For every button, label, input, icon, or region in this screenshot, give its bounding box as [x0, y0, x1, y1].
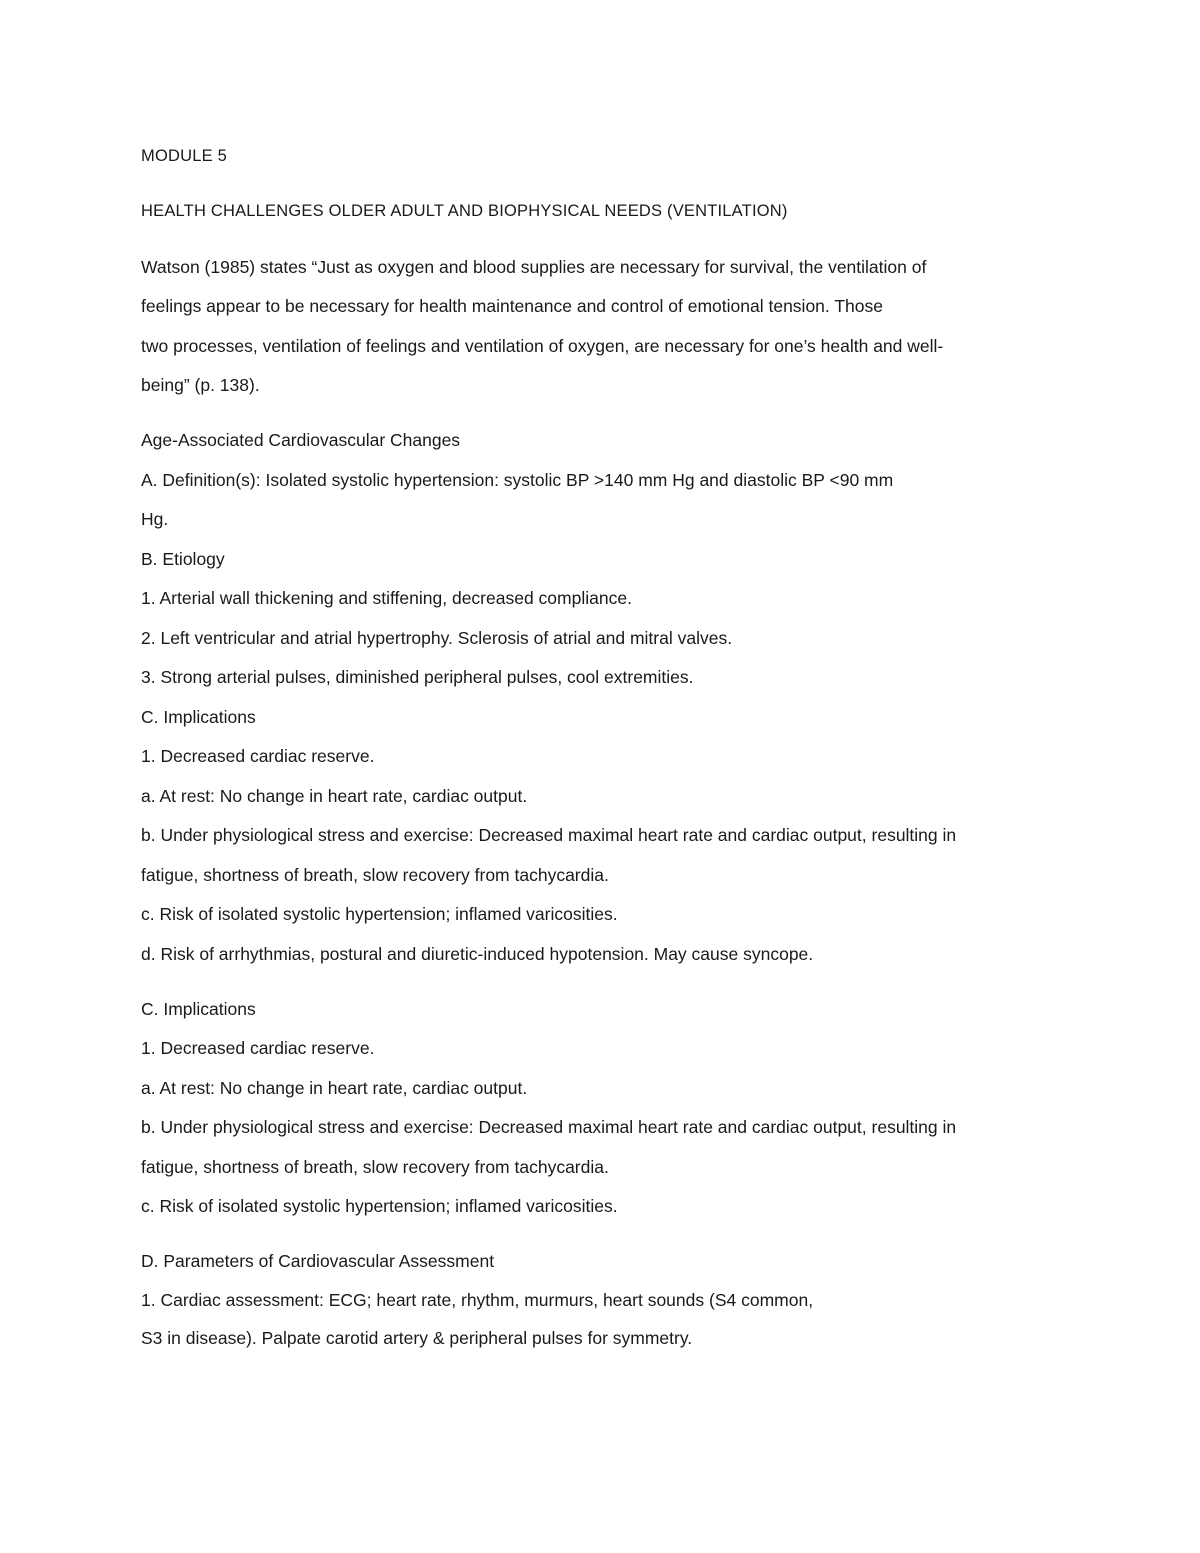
- text-line: a. At rest: No change in heart rate, cardiac output.: [141, 786, 528, 806]
- text-line: C. Implications: [141, 999, 256, 1019]
- quote-line: two processes, ventilation of feelings and ventilation of oxygen, are necessary for one’s health and well-: [141, 336, 944, 356]
- text-line: 1. Cardiac assessment: ECG; heart rate, rhythm, murmurs, heart sounds (S4 common,: [141, 1290, 814, 1310]
- section-title: HEALTH CHALLENGES OLDER ADULT AND BIOPHYSICAL NEEDS (VENTILATION): [141, 202, 788, 220]
- text-line: 2. Left ventricular and atrial hypertrophy. Sclerosis of atrial and mitral valves.: [141, 628, 733, 648]
- text-line: S3 in disease). Palpate carotid artery & peripheral pulses for symmetry.: [141, 1328, 693, 1348]
- text-line: c. Risk of isolated systolic hypertension; inflamed varicosities.: [141, 1196, 618, 1216]
- text-line: 1. Decreased cardiac reserve.: [141, 1038, 375, 1058]
- text-line: A. Definition(s): Isolated systolic hypertension: systolic BP >140 mm Hg and diastolic BP <90 mm: [141, 470, 894, 490]
- module-title: MODULE 5: [141, 147, 227, 165]
- subheading: Age-Associated Cardiovascular Changes: [141, 430, 461, 450]
- text-line: 3. Strong arterial pulses, diminished peripheral pulses, cool extremities.: [141, 667, 694, 687]
- text-line: a. At rest: No change in heart rate, cardiac output.: [141, 1078, 528, 1098]
- text-line: C. Implications: [141, 707, 256, 727]
- quote-line: feelings appear to be necessary for health maintenance and control of emotional tension. Those: [141, 296, 883, 316]
- text-line: d. Risk of arrhythmias, postural and diuretic-induced hypotension. May cause syncope.: [141, 944, 814, 964]
- subheading: D. Parameters of Cardiovascular Assessment: [141, 1251, 495, 1271]
- text-line: 1. Decreased cardiac reserve.: [141, 746, 375, 766]
- text-line: B. Etiology: [141, 549, 225, 569]
- text-line: 1. Arterial wall thickening and stiffening, decreased compliance.: [141, 588, 632, 608]
- quote-line: being” (p. 138).: [141, 375, 260, 395]
- text-line: Hg.: [141, 509, 169, 529]
- text-line: b. Under physiological stress and exercise: Decreased maximal heart rate and cardiac output, resulting in: [141, 825, 957, 845]
- text-line: fatigue, shortness of breath, slow recovery from tachycardia.: [141, 865, 609, 885]
- quote-line: Watson (1985) states “Just as oxygen and blood supplies are necessary for survival, the ventilation of: [141, 257, 927, 277]
- text-line: c. Risk of isolated systolic hypertension; inflamed varicosities.: [141, 904, 618, 924]
- text-line: b. Under physiological stress and exercise: Decreased maximal heart rate and cardiac output, resulting in: [141, 1117, 957, 1137]
- text-line: fatigue, shortness of breath, slow recovery from tachycardia.: [141, 1157, 609, 1177]
